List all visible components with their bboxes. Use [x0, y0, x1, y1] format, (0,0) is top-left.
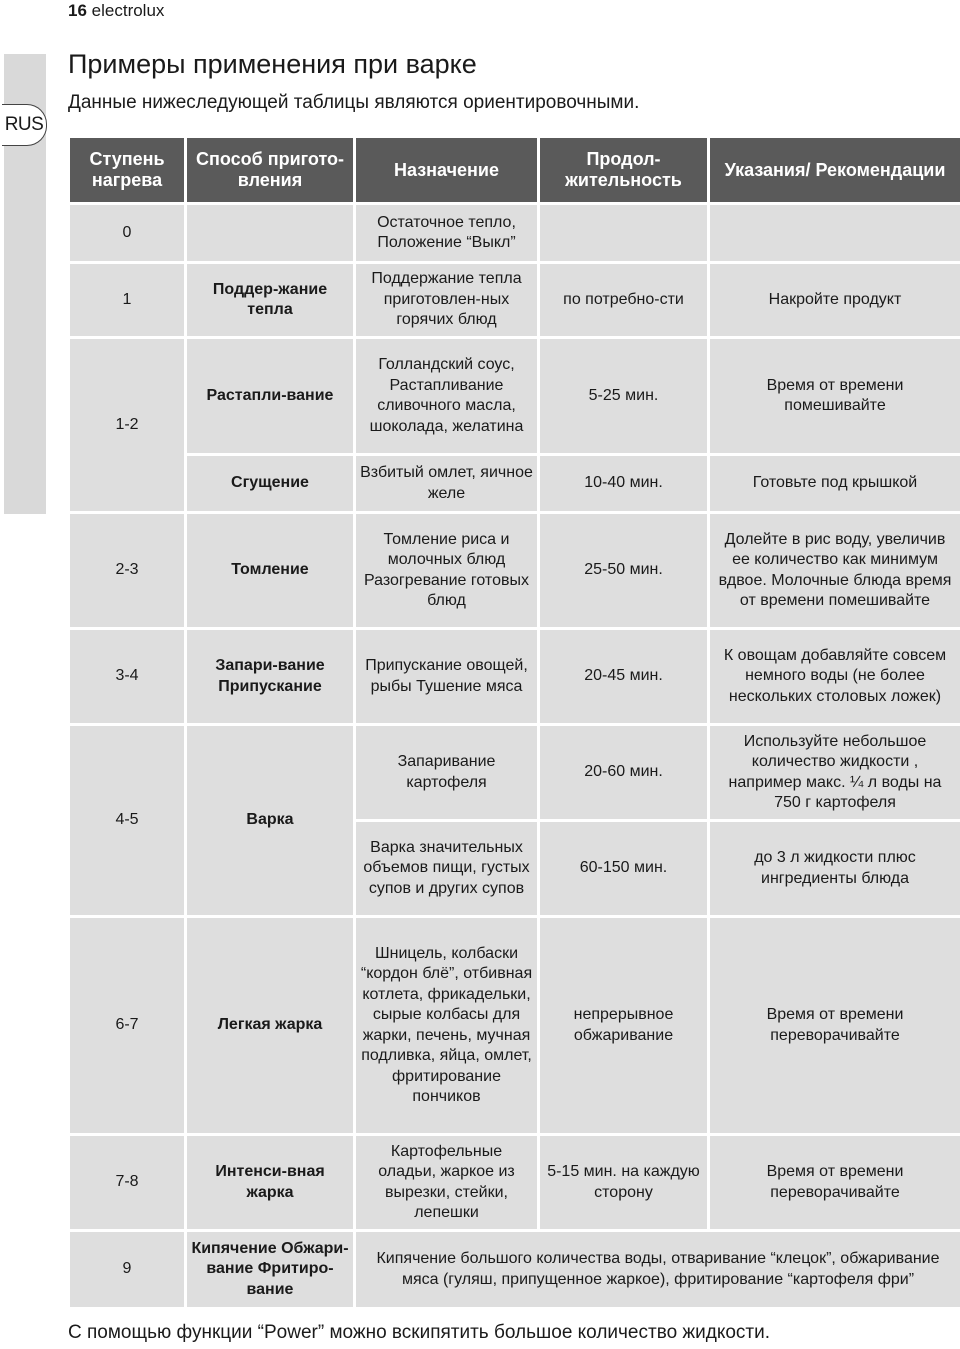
col-header-notes: Указания/ Рекомендации — [709, 137, 960, 204]
page-header — [68, 0, 164, 22]
cell-method: Томление — [186, 513, 355, 629]
col-header-duration: Продол-жительность — [539, 137, 709, 204]
cell-level: 1-2 — [69, 338, 186, 513]
cell-purpose: Варка значительных объемов пищи, густых супов и других супов — [355, 821, 539, 917]
cell-duration: 25-50 мин. — [539, 513, 709, 629]
cell-method: Интенси-вная жарка — [186, 1135, 355, 1231]
cell-notes: Готовьте под крышкой — [709, 455, 960, 513]
table-row — [69, 1135, 960, 1231]
cell-purpose: Шницель, колбаски “кордон блё”, отбивная котлета, фрикадельки, сырые колбасы для жарки, печень, мучная подливка, яйца, омлет, фритирование пончиков — [355, 917, 539, 1135]
cell-purpose: Картофельные оладьи, жаркое из вырезки, стейки, лепешки — [355, 1135, 539, 1231]
cell-notes: Используйте небольшое количество жидкости , например макс. ¼ л воды на 750 г картофеля — [709, 725, 960, 821]
table-row — [69, 204, 960, 263]
cell-notes: Время от времени переворачивайте — [709, 1135, 960, 1231]
cell-method: Легкая жарка — [186, 917, 355, 1135]
cell-purpose: Остаточное тепло, Положение “Выкл” — [355, 204, 539, 263]
cell-level: 1 — [69, 263, 186, 338]
cell-purpose: Запаривание картофеля — [355, 725, 539, 821]
page-number: 16 — [68, 1, 87, 20]
cell-purpose: Припускание овощей, рыбы Тушение мяса — [355, 629, 539, 725]
col-header-method: Способ пригото-вления — [186, 137, 355, 204]
cell-method: Поддер-жание тепла — [186, 263, 355, 338]
cell-level: 4-5 — [69, 725, 186, 917]
cell-notes: Накройте продукт — [709, 263, 960, 338]
cell-duration: 5-15 мин. на каждую сторону — [539, 1135, 709, 1231]
cooking-table — [67, 135, 960, 1310]
cell-purpose: Поддержание тепла приготовлен-ных горячих блюд — [355, 263, 539, 338]
cell-duration: 10-40 мин. — [539, 455, 709, 513]
cell-combined-notes: Кипячение большого количества воды, отваривание “клецок”, обжаривание мяса (гуляш, припущенное жаркое), фритирование “картофеля фри” — [355, 1231, 960, 1309]
cell-method: Кипячение Обжари-вание Фритиро-вание — [186, 1231, 355, 1309]
table-row — [69, 263, 960, 338]
footer-note: С помощью функции “Power” можно вскипятить большое количество жидкости. — [68, 1322, 771, 1343]
cell-level: 3-4 — [69, 629, 186, 725]
cell-level: 7-8 — [69, 1135, 186, 1231]
cell-purpose: Взбитый омлет, яичное желе — [355, 455, 539, 513]
cell-method: Сгущение — [186, 455, 355, 513]
cell-duration: по потребно-сти — [539, 263, 709, 338]
col-header-purpose: Назначение — [355, 137, 539, 204]
table-row — [69, 513, 960, 629]
col-header-level: Ступень нагрева — [69, 137, 186, 204]
cell-level: 9 — [69, 1231, 186, 1309]
cell-duration: 20-60 мин. — [539, 725, 709, 821]
cell-level: 0 — [69, 204, 186, 263]
table-row — [69, 1231, 960, 1309]
cell-notes — [709, 204, 960, 263]
cell-method: Варка — [186, 725, 355, 917]
language-badge: RUS — [2, 104, 47, 146]
table-row — [69, 917, 960, 1135]
table-row — [69, 629, 960, 725]
cell-method: Растапли-вание — [186, 338, 355, 455]
cell-notes: Время от времени помешивайте — [709, 338, 960, 455]
cell-duration: непрерывное обжаривание — [539, 917, 709, 1135]
table-row — [69, 338, 960, 455]
cell-duration: 60-150 мин. — [539, 821, 709, 917]
cell-notes: Время от времени переворачивайте — [709, 917, 960, 1135]
table-header-row — [69, 137, 960, 204]
cell-method — [186, 204, 355, 263]
cell-level: 2-3 — [69, 513, 186, 629]
cell-level: 6-7 — [69, 917, 186, 1135]
page-subtitle: Данные нижеследующей таблицы являются ориентировочными. — [68, 92, 640, 113]
cell-notes: Долейте в рис воду, увеличив ее количество как минимум вдвое. Молочные блюда время от времени помешивайте — [709, 513, 960, 629]
cell-duration — [539, 204, 709, 263]
table-row — [69, 455, 960, 513]
cell-purpose: Голландский соус, Растапливание сливочного масла, шоколада, желатина — [355, 338, 539, 455]
cell-duration: 20-45 мин. — [539, 629, 709, 725]
table-row — [69, 725, 960, 821]
cell-duration: 5-25 мин. — [539, 338, 709, 455]
cell-method: Запари-вание Припускание — [186, 629, 355, 725]
cell-notes: К овощам добавляйте совсем немного воды (не более нескольких столовых ложек) — [709, 629, 960, 725]
page-title: Примеры применения при варке — [68, 49, 477, 79]
cell-notes: до 3 л жидкости плюс ингредиенты блюда — [709, 821, 960, 917]
brand-name: electrolux — [91, 1, 165, 20]
cell-purpose: Томление риса и молочных блюд Разогревание готовых блюд — [355, 513, 539, 629]
